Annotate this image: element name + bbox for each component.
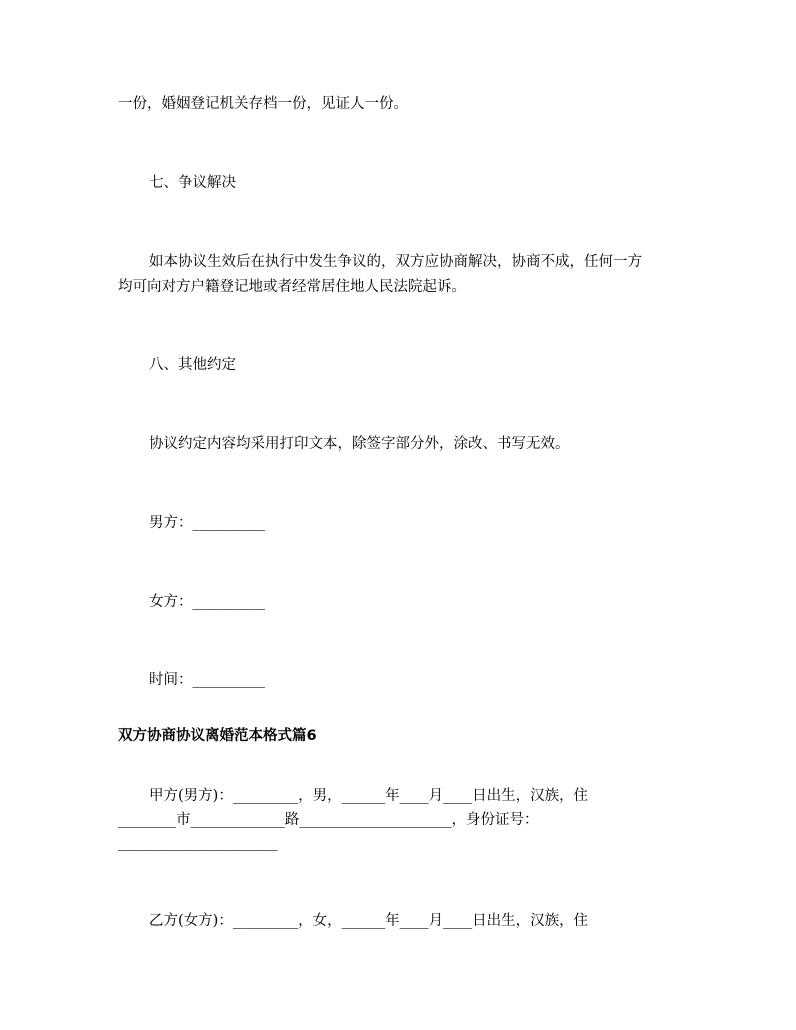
- section-title-7: 七、争议解决: [149, 175, 236, 191]
- party-b-line: 乙方(女方)：_________，女，______年____月____日出生，汉族，住: [149, 913, 589, 929]
- section-heading: 双方协商协议离婚范本格式篇6: [118, 728, 317, 744]
- paragraph-line: 协议约定内容均采用打印文本，除签字部分外，涂改、书写无效。: [149, 436, 570, 452]
- party-a-line: ______________________: [118, 835, 278, 851]
- section-title-8: 八、其他约定: [149, 357, 236, 373]
- party-a-line: 甲方(男方)：_________，男，______年____月____日出生，汉族，住: [149, 788, 589, 804]
- signature-time: 时间：__________: [149, 672, 265, 688]
- party-a-line: ________市_____________路_____________________，身份证号：: [118, 812, 539, 828]
- paragraph-line: 均可向对方户籍登记地或者经常居住地人民法院起诉。: [118, 279, 466, 295]
- paragraph-line: 如本协议生效后在执行中发生争议的，双方应协商解决，协商不成，任何一方: [149, 254, 642, 270]
- paragraph-line: 一份，婚姻登记机关存档一份，见证人一份。: [118, 96, 408, 112]
- signature-female: 女方：__________: [149, 594, 265, 610]
- signature-male: 男方：__________: [149, 515, 265, 531]
